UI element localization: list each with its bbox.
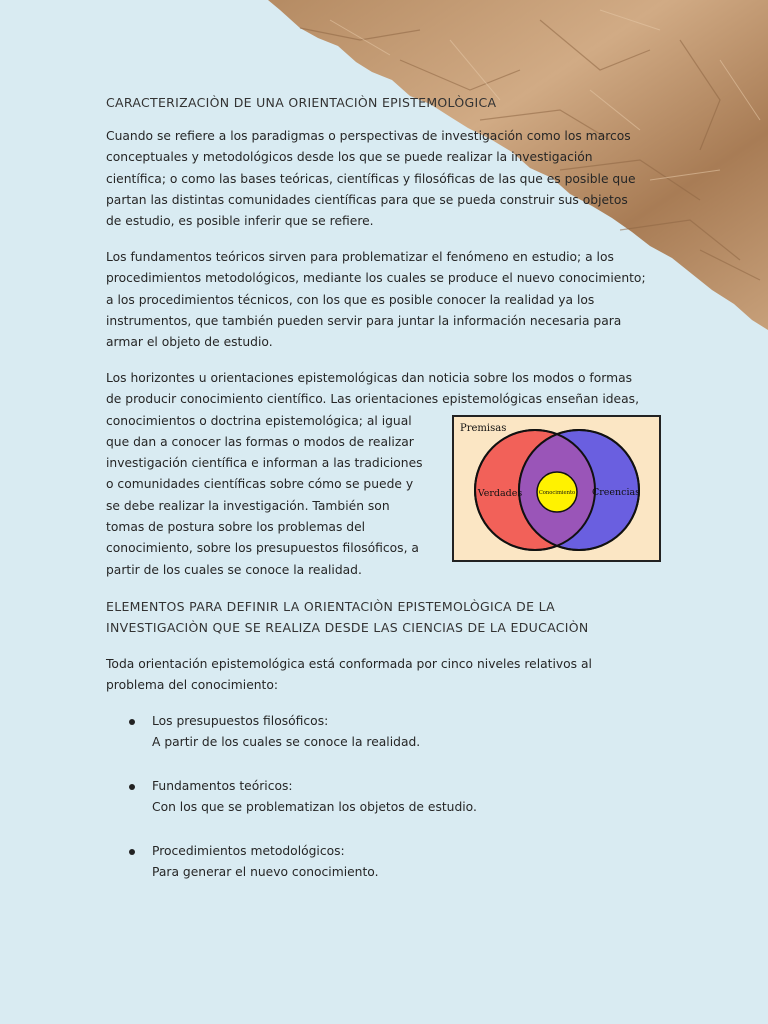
text-line: o comunidades científicas sobre cómo se puede y: [106, 477, 414, 492]
text-line: de estudio, es posible inferir que se refiere.: [106, 214, 374, 229]
text-line: se debe realizar la investigación. También son: [106, 498, 390, 513]
text-line: de producir conocimiento científico. Las orientaciones epistemológicas enseñan ideas,: [106, 392, 639, 407]
paragraph-4: [106, 654, 662, 697]
list-item-title: Procedimientos metodológicos:: [152, 844, 345, 858]
section-heading: [106, 596, 589, 638]
text-line: Cuando se refiere a los paradigmas o perspectivas de investigación como los marcos: [106, 129, 631, 143]
text-line: Los fundamentos teóricos sirven para problematizar el fenómeno en estudio; a los: [106, 250, 614, 264]
text-line: conceptuales y metodológicos desde los que se puede realizar la investigación: [106, 150, 593, 165]
venn-left-label: Verdades: [477, 488, 523, 499]
text-line: armar el objeto de estudio.: [106, 335, 273, 350]
paragraph-2: [106, 247, 662, 353]
text-line: procedimientos metodológicos, mediante los cuales se produce el nuevo conocimiento;: [106, 271, 646, 286]
text-line: que dan a conocer las formas o modos de realizar: [106, 434, 414, 449]
venn-right-label: Creencias: [591, 487, 641, 498]
page-title: CARACTERIZACIÒN DE UNA ORIENTACIÒN EPISTEMOLÒGICA: [106, 95, 497, 110]
text-line: partan las distintas comunidades científicas para que se pueda construir sus objetos: [106, 192, 628, 207]
text-line: tomas de postura sobre los problemas del: [106, 520, 366, 535]
venn-center-label: Conocimiento: [538, 490, 576, 496]
list-item-desc: A partir de los cuales se conoce la realidad.: [152, 735, 421, 749]
paragraph-1: [106, 126, 662, 232]
list-item-title: Fundamentos teóricos:: [152, 779, 293, 793]
list-item-title: Los presupuestos filosóficos:: [152, 714, 329, 728]
text-line: conocimientos o doctrina epistemológica; al igual: [106, 413, 412, 428]
venn-corner-label: Premisas: [460, 423, 507, 434]
text-line: a los procedimientos técnicos, con los que es posible conocer la realidad ya los: [106, 292, 595, 307]
list-item-desc: Para generar el nuevo conocimiento.: [152, 865, 379, 879]
heading-line: ELEMENTOS PARA DEFINIR LA ORIENTACIÒN EPISTEMOLÒGICA DE LA: [106, 599, 555, 614]
text-line: problema del conocimiento:: [106, 678, 279, 693]
text-line: partir de los cuales se conoce la realidad.: [106, 562, 362, 577]
text-line: Toda orientación epistemológica está conformada por cinco niveles relativos al: [106, 657, 592, 671]
bullet-icon: [129, 784, 135, 790]
bullet-icon: [129, 849, 135, 855]
heading-line: INVESTIGACIÒN QUE SE REALIZA DESDE LAS CIENCIAS DE LA EDUCACIÒN: [106, 620, 589, 635]
text-line: investigación científica e informan a las tradiciones: [106, 456, 423, 471]
text-line: científica; o como las bases teóricas, científicas y filosóficas de las que es posible que: [106, 171, 636, 186]
list-item-desc: Con los que se problematizan los objetos de estudio.: [152, 800, 477, 814]
text-line: instrumentos, que también pueden servir para juntar la información necesaria para: [106, 313, 622, 328]
text-line: conocimiento, sobre los presupuestos filosóficos, a: [106, 541, 419, 556]
text-line: Los horizontes u orientaciones epistemológicas dan noticia sobre los modos o formas: [106, 371, 633, 385]
venn-diagram: [452, 415, 661, 562]
bullet-icon: [129, 719, 135, 725]
